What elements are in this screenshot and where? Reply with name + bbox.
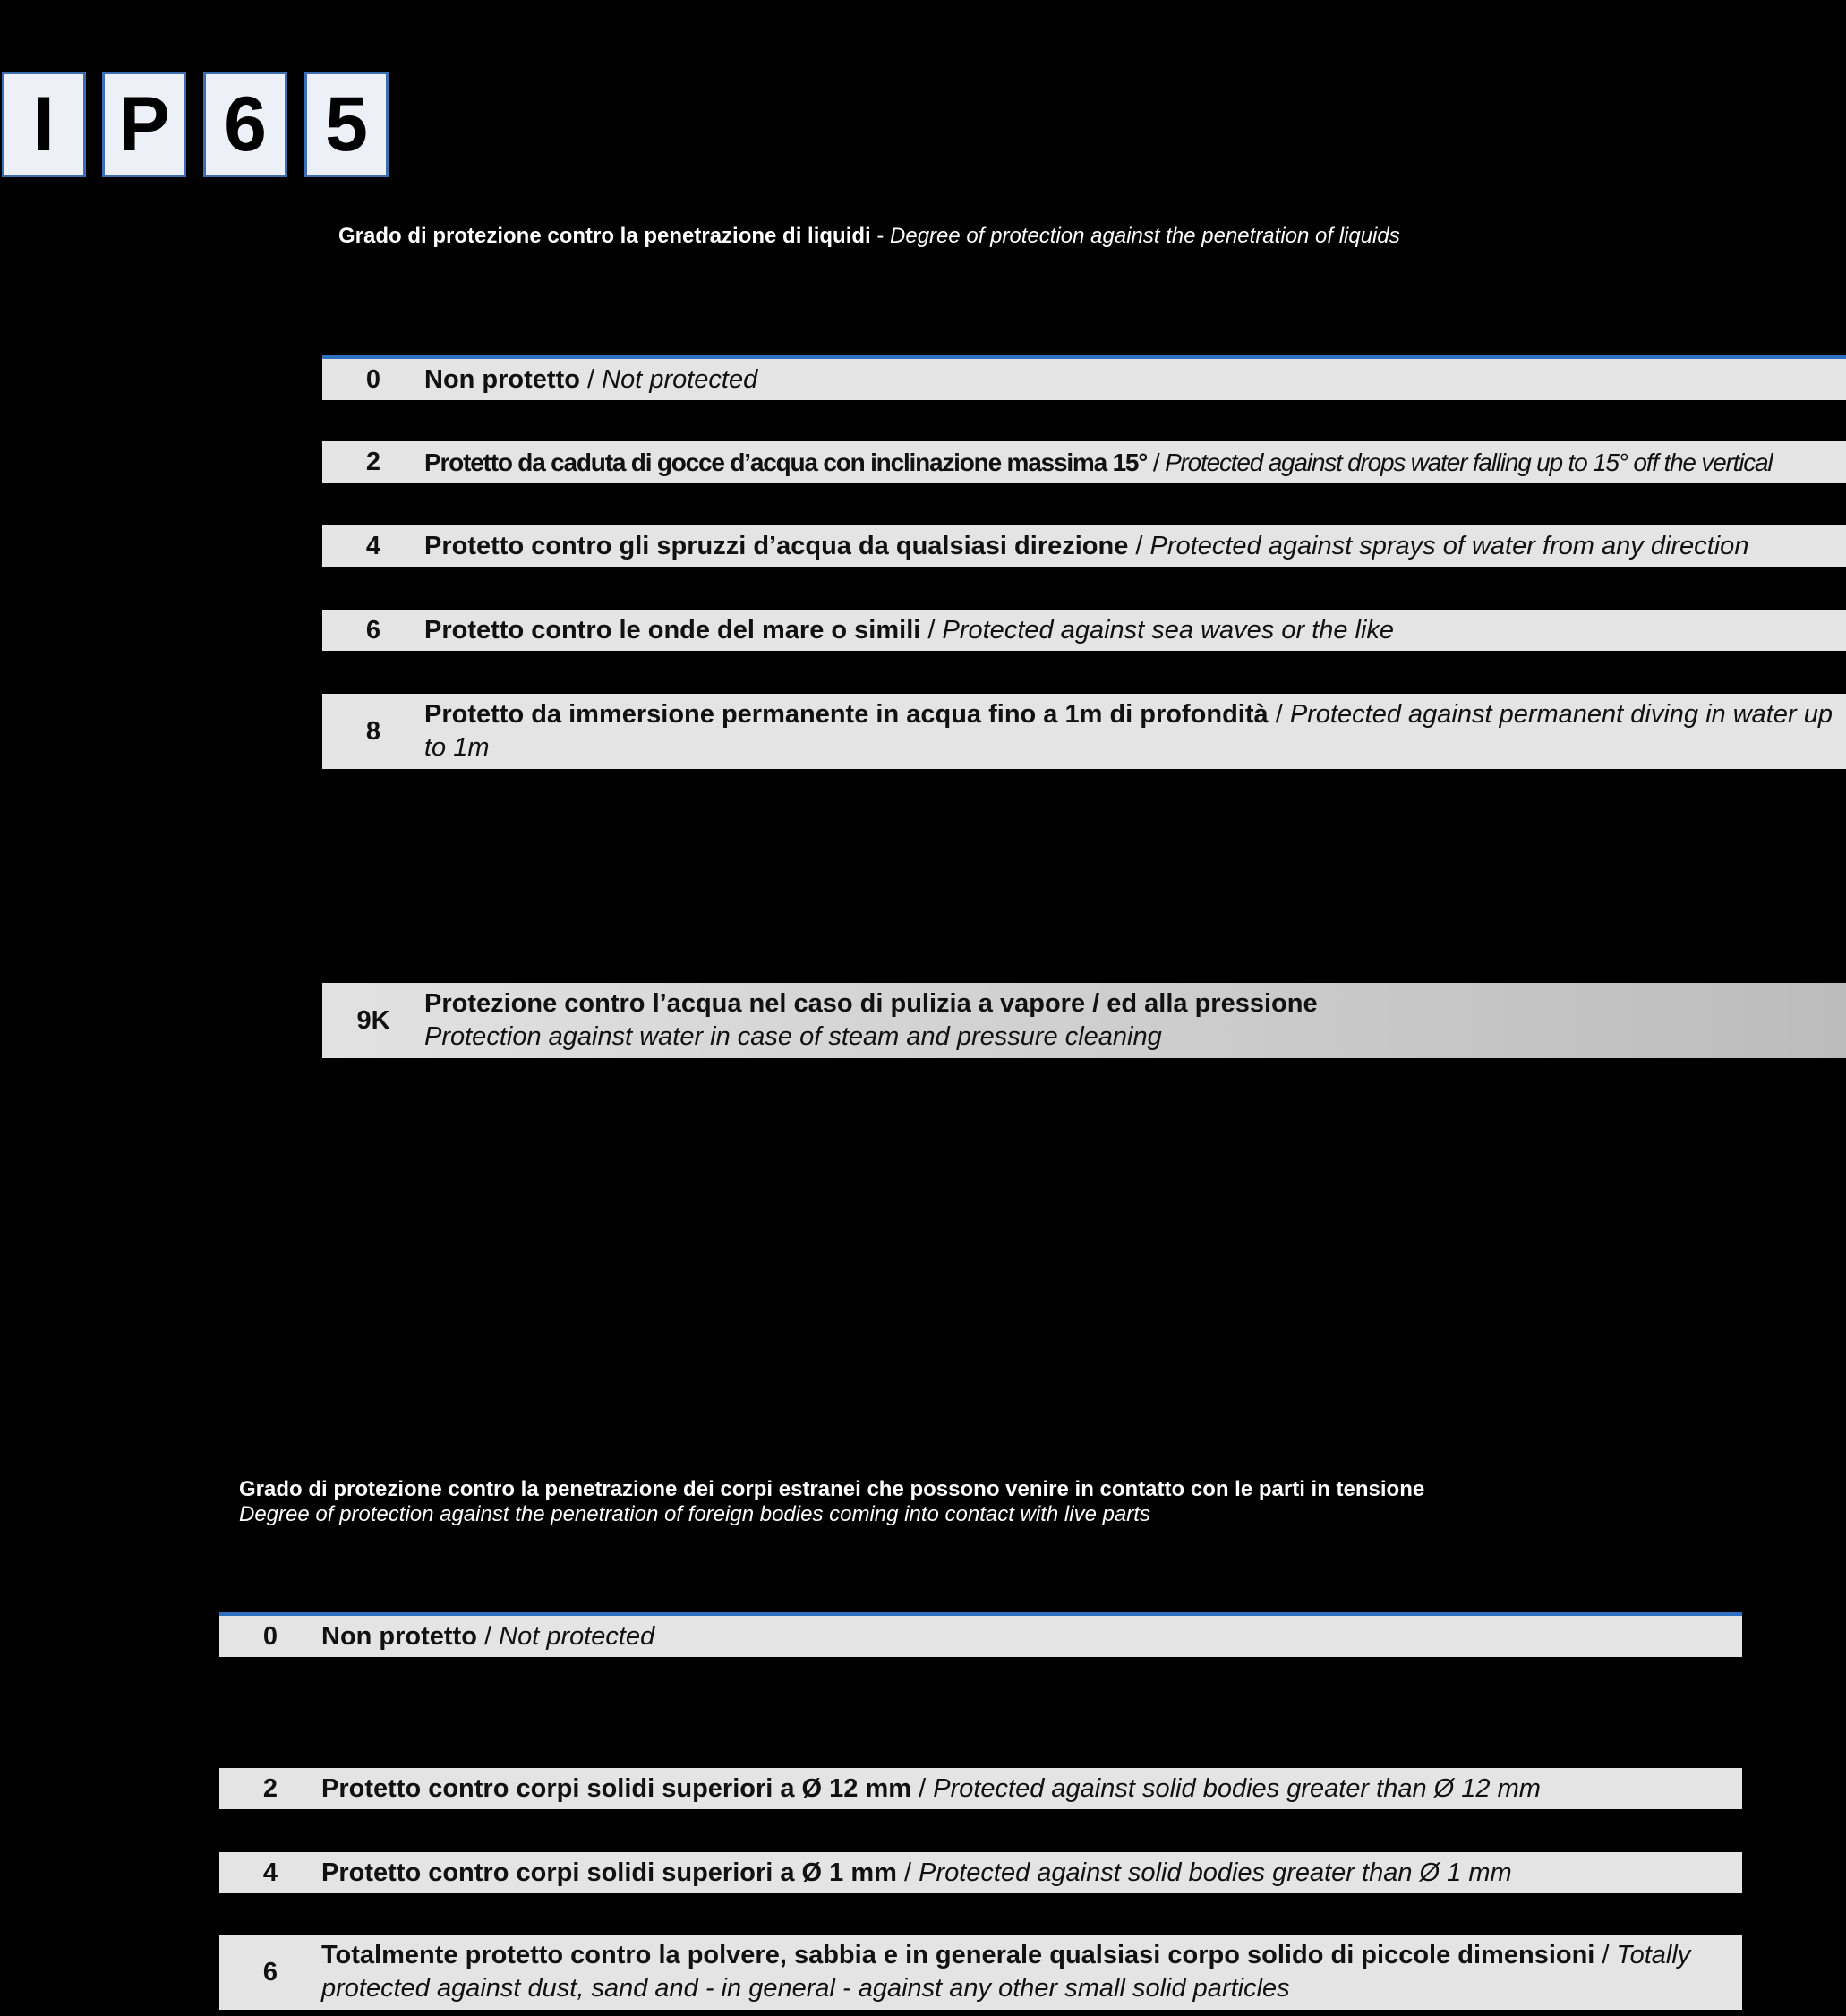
solids-row-description <box>321 1620 1742 1653</box>
liquids-row-number: 8 <box>365 716 381 746</box>
solids-row-0 <box>219 1616 1742 1657</box>
solids-title-italian: Grado di protezione contro la penetrazione dei corpi estranei che possono venire in contatto con le parti in tensione <box>239 1477 1425 1501</box>
liquids-row-number: 6 <box>365 615 381 645</box>
liquids-row-6 <box>322 610 1846 651</box>
liquids-row-separator: / <box>1268 700 1290 729</box>
solids-row-description <box>321 1939 1742 2005</box>
liquids-title-italian: Grado di protezione contro la penetrazione di liquidi <box>338 224 871 248</box>
liquids-row-separator: / <box>1147 448 1166 476</box>
code-digit-second: 5 <box>304 72 389 177</box>
liquids-row-english: Protection against water in case of steam and pressure cleaning <box>424 1022 1162 1051</box>
liquids-title-english: Degree of protection against the penetration of liquids <box>890 224 1400 248</box>
solids-row-english: Protected against solid bodies greater than Ø 12 mm <box>933 1773 1541 1803</box>
code-digit-first: 6 <box>203 72 287 177</box>
liquids-row-number: 4 <box>365 531 381 560</box>
solids-row-italian: Protetto contro corpi solidi superiori a Ø 12 mm <box>321 1773 912 1803</box>
solids-row-4 <box>219 1852 1742 1893</box>
solids-row-description <box>321 1857 1742 1890</box>
liquids-row-description <box>424 698 1846 765</box>
code-letter-p: P <box>102 72 186 177</box>
liquids-row-8 <box>322 694 1846 769</box>
liquids-row-description <box>424 446 1846 479</box>
liquids-row-number: 9K <box>356 1005 390 1035</box>
code-letter-i: I <box>2 72 86 177</box>
solids-row-separator: / <box>1594 1941 1617 1969</box>
liquids-section-title <box>338 224 1400 249</box>
solids-row-separator: / <box>911 1773 934 1803</box>
liquids-row-2 <box>322 441 1846 483</box>
solids-row-italian: Non protetto <box>321 1621 477 1651</box>
solids-row-6 <box>219 1935 1742 2010</box>
liquids-row-description <box>424 363 1846 397</box>
solids-title-english: Degree of protection against the penetration of foreign bodies coming into contact with live parts <box>239 1502 1150 1526</box>
solids-row-number: 2 <box>262 1773 278 1803</box>
liquids-row-italian: Protetto da immersione permanente in acqua fino a 1m di profondità <box>424 700 1269 729</box>
solids-row-2 <box>219 1768 1742 1809</box>
solids-row-english: Totally protected against dust, sand and - in general - against any other small solid particles <box>321 1941 1691 2003</box>
liquids-row-9k <box>322 983 1846 1058</box>
solids-row-number: 6 <box>262 1957 278 1986</box>
liquids-row-english: Protected against sea waves or the like <box>942 615 1395 645</box>
solids-row-description <box>321 1773 1742 1806</box>
liquids-row-italian: Protetto contro le onde del mare o simili <box>424 615 921 645</box>
liquids-row-separator: / <box>579 364 603 394</box>
liquids-row-4 <box>322 525 1846 567</box>
solids-row-english: Protected against solid bodies greater than Ø 1 mm <box>919 1858 1512 1887</box>
liquids-row-italian: Protetto da caduta di gocce d’acqua con inclinazione massima 15° <box>424 448 1148 476</box>
liquids-row-italian: Protezione contro l’acqua nel caso di pulizia a vapore / ed alla pressione <box>424 989 1318 1018</box>
liquids-row-english: Protected against permanent diving in water up to 1m <box>424 700 1833 762</box>
liquids-row-italian: Protetto contro gli spruzzi d’acqua da qualsiasi direzione <box>424 531 1129 560</box>
liquids-row-italian: Non protetto <box>424 364 580 394</box>
liquids-row-english: Protected against sprays of water from any direction <box>1149 531 1749 560</box>
liquids-row-0 <box>322 359 1846 400</box>
liquids-row-description <box>424 530 1846 563</box>
solids-row-separator: / <box>896 1858 919 1887</box>
solids-row-italian: Totalmente protetto contro la polvere, sabbia e in generale qualsiasi corpo solido di piccole dimensioni <box>321 1941 1595 1969</box>
solids-row-number: 4 <box>262 1858 278 1887</box>
liquids-row-english: Protected against drops water falling up to 15° off the vertical <box>1165 448 1773 476</box>
solids-row-italian: Protetto contro corpi solidi superiori a Ø 1 mm <box>321 1858 897 1887</box>
liquids-row-description <box>424 614 1846 647</box>
liquids-row-english: Not protected <box>602 364 758 394</box>
liquids-row-number: 2 <box>365 447 381 476</box>
solids-row-number: 0 <box>262 1621 278 1651</box>
liquids-row-description <box>424 987 1846 1054</box>
solids-section-title <box>239 1477 1424 1527</box>
solids-row-separator: / <box>476 1621 500 1651</box>
liquids-row-separator: / <box>1128 531 1150 560</box>
liquids-row-separator: / <box>920 615 943 645</box>
liquids-title-separator: - <box>870 224 891 248</box>
solids-row-english: Not protected <box>499 1621 655 1651</box>
liquids-row-number: 0 <box>365 364 381 394</box>
